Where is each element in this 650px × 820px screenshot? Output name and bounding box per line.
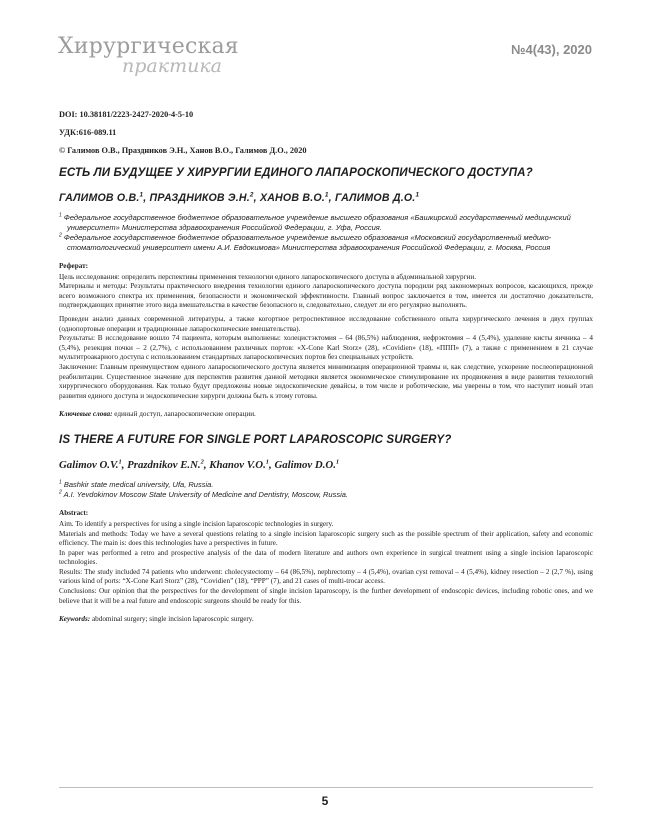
- abstract-en: [59, 509, 593, 606]
- author-sup: 2: [200, 458, 204, 466]
- author-name: Galimov D.O.: [274, 459, 336, 472]
- author-sup: 1: [139, 191, 144, 199]
- affiliation: $^2$ Федеральное государственное бюджетное образовательное учреждение высшего образования «Московский государственный медико-стоматологический университет имени А.И. Евдокимова» Министерства здравоохранения Российской Федерации, г. Москва, Россия: [59, 232, 552, 252]
- abstract-heading: Реферат:: [59, 262, 89, 270]
- abstract-heading: Abstract:: [59, 509, 89, 518]
- title-en: IS THERE A FUTURE FOR SINGLE PORT LAPAROSCOPIC SURGERY?: [59, 433, 452, 447]
- author-name: ГАЛИМОВ О.В.: [59, 192, 140, 204]
- affiliations-en: [59, 480, 593, 500]
- abstract-paragraph: In paper was performed a retro and prospective analysis of the data of modern literature and authors own experience in surgical treatment using a single incision laparoscopic technologies.: [59, 548, 593, 567]
- keywords-en: [59, 614, 593, 624]
- abstract-ru: [59, 262, 593, 401]
- author-name: ХАНОВ В.О.: [259, 192, 325, 204]
- author-name: Khanov V.O.: [209, 459, 266, 472]
- abstract-paragraph: Aim. To identify a perspectives for using a single incision laparoscopic technologies in surgery.: [59, 519, 334, 528]
- author-sup: 1: [415, 191, 420, 199]
- udk: УДК:616-089.11: [59, 128, 117, 137]
- affiliations-ru: [59, 213, 593, 253]
- abstract-paragraph: Проведен анализ данных современной литературы, а также когортное ретроспективное исследование собственного опыта хирургического лечения в двух группах (однопортовые операции и традиционные лапароскопические вмешательства).: [59, 314, 593, 333]
- author-sup: 1: [324, 191, 329, 199]
- keywords-text: единый доступ, лапароскопические операции.: [112, 410, 256, 419]
- journal-logo: [58, 34, 258, 82]
- journal-name-line1: Хирургическая: [58, 34, 239, 59]
- abstract-paragraph: Материалы и методы: Результаты практического внедрения технологии единого лапароскопического доступа породили ряд закономерных вопросов, касающихся, прежде всего возможного спектра их применения, безопасности и экономической эффективности. Главный вопрос заключается в том, имеется ли достаточно доказательств, подтверждающих принятие этого вида вмешательства в качестве безопасного и, следовательно, следует ли его регулярно выполнять.: [59, 282, 593, 310]
- article-content: [59, 110, 593, 624]
- doi[interactable]: DOI: 10.38181/2223-2427-2020-4-5-10: [59, 110, 194, 119]
- affiliation: $^1$ Bashkir state medical university, Ufa, Russia.: [59, 479, 214, 490]
- abstract-paragraph: Conclusions: Our opinion that the perspectives for the development of single incision laparoscopy, is the further development of endoscopic devices, including robotic ones, and we believe that it will be a real future and endoscopic surgeons should be ready for this.: [59, 587, 593, 605]
- authors-ru: ГАЛИМОВ О.В.$^1$, ПРАЗДНИКОВ Э.Н.$^2$, ХАНОВ В.О.$^1$, ГАЛИМОВ Д.О.$^1$: [59, 191, 420, 204]
- keywords-ru: [59, 409, 593, 419]
- author-sup: 1: [118, 458, 122, 466]
- issue-number: №4(43), 2020: [511, 42, 592, 57]
- footer-divider: [59, 787, 593, 788]
- copyright: © Галимов О.В., Праздников Э.Н., Ханов В.О., Галимов Д.О., 2020: [59, 146, 307, 155]
- author-name: ГАЛИМОВ Д.О.: [334, 192, 416, 204]
- affiliation: $^1$ Федеральное государственное бюджетное образовательное учреждение высшего образования «Башкирский государственный медицинский университет» Министерства здравоохранения Российской Федерации, г. Уфа, Россия.: [59, 212, 571, 232]
- keywords-text: abdominal surgery; single incision laparoscopic surgery.: [90, 615, 254, 624]
- page-number: 5: [321, 794, 329, 808]
- author-name: Galimov O.V.: [59, 459, 119, 472]
- abstract-paragraph: Materials and methods: Today we have a several questions relating to a single incision laparoscopic surgery such as the possible spectrum of their application, safety and economic efficiency. The main is: does this technologies have a perspectives in future.: [59, 529, 593, 548]
- journal-name-line2: практика: [122, 55, 223, 77]
- abstract-paragraph: Цель исследования: определить перспективы применения технологии единого лапароскопического доступа в абдоминальной хирургии.: [59, 272, 477, 281]
- author-sup: 2: [249, 191, 254, 199]
- abstract-paragraph: Результаты: В исследование вошло 74 пациента, которым выполнены: холецистэктомия – 64 (86,5%) наблюдения, нефрэктомия – 4 (5,4%), удаление кисты яичника – 4 (5,4%), резекция почки – 2 (2,7%), с использованием различных портов: «X-Cone Karl Storz» (28), «Covidien» (18), «ППП» (7), а также с применением в 21 случае мультитроакарного доступа с использованием стандартных лапароскопических портов без специальных устройств.: [59, 334, 593, 362]
- abstract-paragraph: Results: The study included 74 patients who underwent: cholecystectomy – 64 (86,5%), nephrectomy – 4 (5,4%), ovarian cyst removal – 4 (5,4%), kidney resection – 2 (2,7 %), using various kind of ports: “X-Cone Karl Storz” (28), “Covidien” (18), “PPP” (7), and 21 cases of multi-trocar access.: [59, 567, 593, 586]
- affiliation: $^2$ A.I. Yevdokimov Moscow State University of Medicine and Dentistry, Moscow, Russia.: [59, 489, 349, 500]
- author-name: Prazdnikov E.N.: [127, 459, 201, 472]
- author-name: ПРАЗДНИКОВ Э.Н.: [149, 192, 250, 204]
- authors-en: Galimov O.V.$^1$, Prazdnikov E.N.$^2$, Khanov V.O.$^1$, Galimov D.O.$^1$: [59, 458, 340, 472]
- page-header: [58, 34, 592, 82]
- author-sup: 1: [265, 458, 270, 466]
- keywords-label: Ключевые слова:: [59, 410, 113, 419]
- author-sup: 1: [335, 458, 340, 466]
- keywords-label: Keywords:: [59, 615, 91, 624]
- abstract-paragraph: Заключение: Главным преимуществом единого лапароскопического доступа является минимизация операционной травмы и, как следствие, ускорение послеоперационной реабилитации. Существенное значение для перспектив развития данной методики является экономическое стимулирование их продвижения в виде развития технологий хирургического оборудования. Как только будут предложены новые эндоскопические девайсы, в том числе и роботические, мы уверены в том, что наступит новый этап развития единого доступа и эндоскопические хирурги должны быть к этому готовы.: [59, 362, 593, 400]
- title-ru: ЕСТЬ ЛИ БУДУЩЕЕ У ХИРУРГИИ ЕДИНОГО ЛАПАРОСКОПИЧЕСКОГО ДОСТУПА?: [59, 166, 533, 179]
